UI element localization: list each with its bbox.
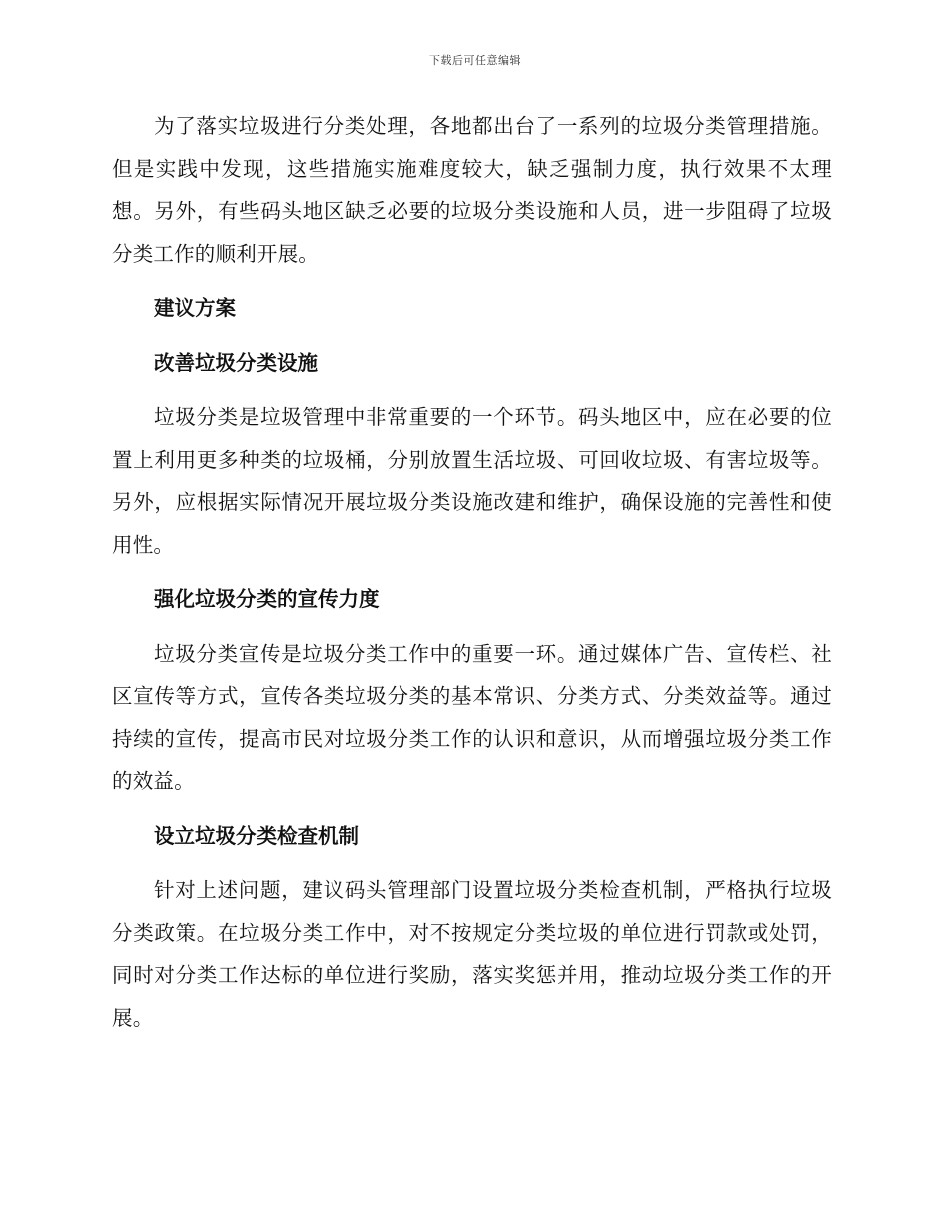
paragraph-publicity: 垃圾分类宣传是垃圾分类工作中的重要一环。通过媒体广告、宣传栏、社区宣传等方式，宣传各类垃圾分类的基本常识、分类方式、分类效益等。通过持续的宣传，提高市民对垃圾分类工作的认识和意识，从而增强垃圾分类工作的效益。	[112, 641, 832, 793]
heading-improve-facilities: 改善垃圾分类设施	[154, 350, 318, 375]
paragraph-intro: 为了落实垃圾进行分类处理，各地都出台了一系列的垃圾分类管理措施。但是实践中发现，这些措施实施难度较大，缺乏强制力度，执行效果不太理想。另外，有些码头地区缺乏必要的垃圾分类设施和人员，进一步阻碍了垃圾分类工作的顺利开展。	[112, 114, 832, 266]
paragraph-inspection: 针对上述问题，建议码头管理部门设置垃圾分类检查机制，严格执行垃圾分类政策。在垃圾分类工作中，对不按规定分类垃圾的单位进行罚款或处罚，同时对分类工作达标的单位进行奖励，落实奖惩并用，推动垃圾分类工作的开展。	[112, 878, 832, 1030]
paragraph-improve-facilities: 垃圾分类是垃圾管理中非常重要的一个环节。码头地区中，应在必要的位置上利用更多种类的垃圾桶，分别放置生活垃圾、可回收垃圾、有害垃圾等。另外，应根据实际情况开展垃圾分类设施改建和维护，确保设施的完善性和使用性。	[112, 405, 832, 557]
page-header: 下载后可任意编辑	[429, 54, 521, 67]
document-body	[112, 105, 832, 1051]
heading-recommendations: 建议方案	[154, 296, 236, 320]
heading-publicity: 强化垃圾分类的宣传力度	[154, 587, 380, 611]
heading-inspection: 设立垃圾分类检查机制	[154, 823, 359, 848]
